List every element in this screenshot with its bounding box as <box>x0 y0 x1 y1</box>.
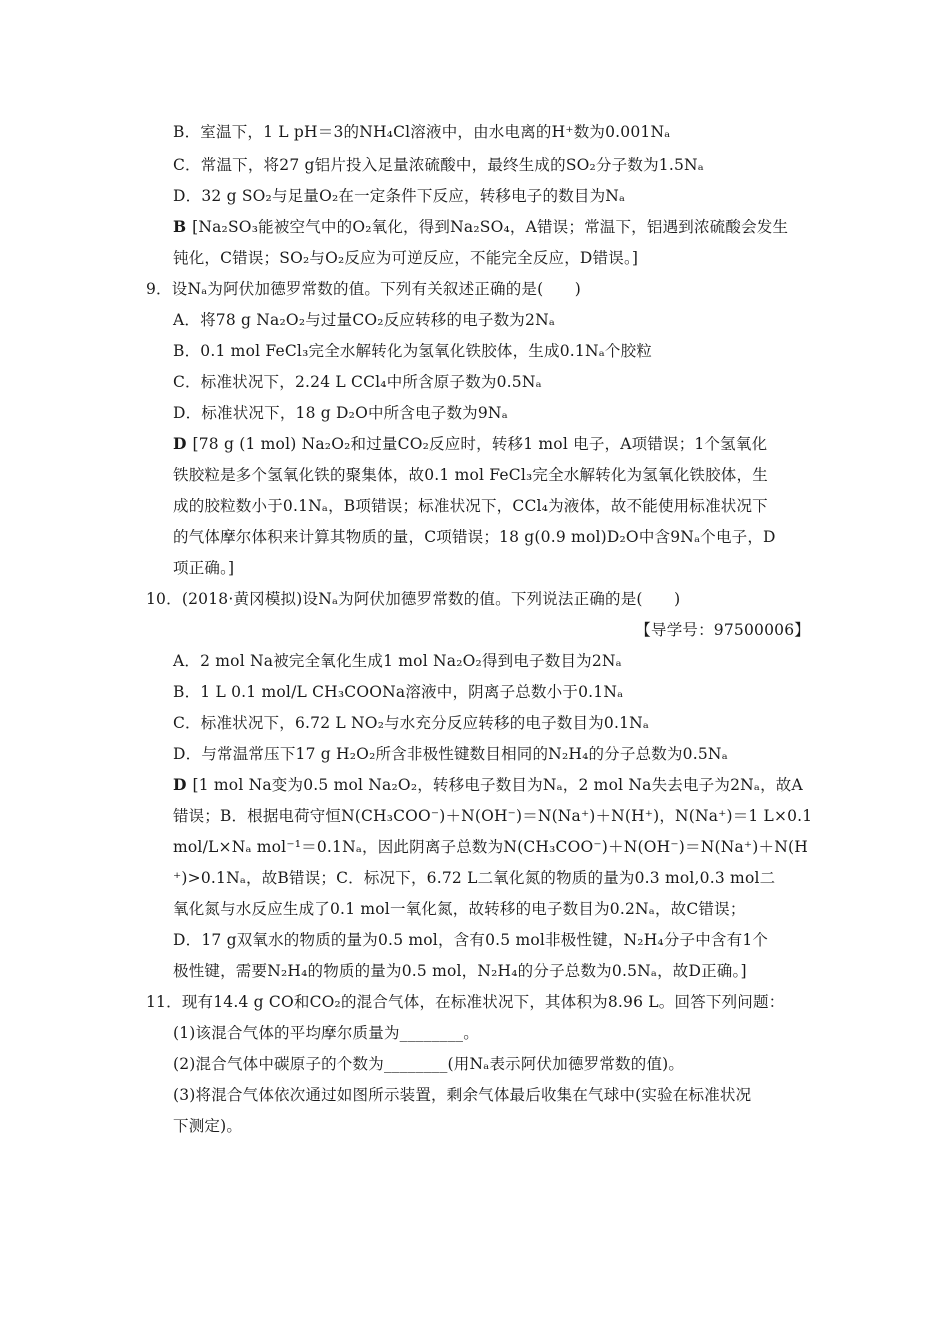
line-text: (1)该混合气体的平均摩尔质量为________。 <box>173 1024 479 1042</box>
text-line <box>173 1085 751 1105</box>
line-text: (3)将混合气体依次通过如图所示装置，剩余气体最后收集在气球中(实验在标准状况 <box>173 1086 752 1104</box>
line-text: D．17 g双氧水的物质的量为0.5 mol，含有0.5 mol非极性键，N₂H₄分子中含有1个 <box>173 931 769 949</box>
text-line <box>173 682 623 702</box>
line-text: 的气体摩尔体积来计算其物质的量，C项错误；18 g(0.9 mol)D₂O中含9Nₐ个电子，D <box>173 528 776 546</box>
line-text: ⁺)>0.1Nₐ，故B错误；C．标况下，6.72 L二氧化氮的物质的量为0.3 mol,0.3 mol二 <box>173 869 776 887</box>
text-line <box>173 1116 242 1136</box>
text-line <box>173 248 638 268</box>
text-line <box>635 620 810 640</box>
text-line <box>173 961 747 981</box>
text-line <box>173 465 768 485</box>
line-text: 极性键，需要N₂H₄的物质的量为0.5 mol，N₂H₄的分子总数为0.5Nₐ，故D正确。] <box>173 962 747 980</box>
text-line <box>173 868 775 888</box>
text-line <box>173 310 555 330</box>
text-line <box>173 341 652 361</box>
line-text: C．标准状况下，6.72 L NO₂与水充分反应转移的电子数目为0.1Nₐ <box>173 714 650 732</box>
line-text: B．1 L 0.1 mol/L CH₃COONa溶液中，阴离子总数小于0.1Nₐ <box>173 683 624 701</box>
answer-letter: D <box>173 775 187 794</box>
text-line <box>173 527 776 547</box>
line-text: A．将78 g Na₂O₂与过量CO₂反应转移的电子数为2Nₐ <box>173 311 556 329</box>
text-line <box>146 279 581 299</box>
answer-letter: D <box>173 434 187 453</box>
line-text: [Na₂SO₃能被空气中的O₂氧化，得到Na₂SO₄，A错误；常温下，铝遇到浓硫酸会发生 <box>192 218 789 236</box>
text-line <box>173 1054 684 1074</box>
text-line <box>173 186 625 206</box>
text-line <box>173 775 803 795</box>
line-text: 下测定)。 <box>173 1117 243 1135</box>
text-line <box>173 1023 479 1043</box>
text-line <box>173 155 704 175</box>
text-line <box>173 713 649 733</box>
line-text: (2)混合气体中碳原子的个数为________(用Nₐ表示阿伏加德罗常数的值)。 <box>173 1055 685 1073</box>
text-line <box>173 651 622 671</box>
text-line <box>173 372 542 392</box>
line-text: D．32 g SO₂与足量O₂在一定条件下反应，转移电子的数目为Nₐ <box>173 187 626 205</box>
line-text: B．室温下，1 L pH＝3的NH₄Cl溶液中，由水电离的H⁺数为0.001Nₐ <box>173 123 671 141</box>
text-line <box>173 217 788 237</box>
text-line <box>173 806 812 826</box>
line-text: 11．现有14.4 g CO和CO₂的混合气体，在标准状况下，其体积为8.96 L。回答下列问题： <box>146 993 785 1011</box>
answer-letter: B <box>173 217 187 236</box>
text-line <box>173 122 670 142</box>
text-line <box>173 496 768 516</box>
text-line <box>146 589 680 609</box>
line-text: 氧化氮与水反应生成了0.1 mol一氧化氮，故转移的电子数目为0.2Nₐ，故C错误； <box>173 900 746 918</box>
text-line <box>146 992 784 1012</box>
line-text: 10．(2018·黄冈模拟)设Nₐ为阿伏加德罗常数的值。下列说法正确的是( ) <box>146 590 681 608</box>
line-text: 项正确。] <box>173 559 235 577</box>
line-text: C．常温下，将27 g铝片投入足量浓硫酸中，最终生成的SO₂分子数为1.5Nₐ <box>173 156 704 174</box>
text-line <box>173 558 234 578</box>
text-line <box>173 930 768 950</box>
line-text: D．标准状况下，18 g D₂O中所含电子数为9Nₐ <box>173 404 508 422</box>
line-text: B．0.1 mol FeCl₃完全水解转化为氢氧化铁胶体，生成0.1Nₐ个胶粒 <box>173 342 652 360</box>
text-line <box>173 899 746 919</box>
line-text: [1 mol Na变为0.5 mol Na₂O₂，转移电子数目为Nₐ，2 mol Na失去电子为2Nₐ，故A <box>192 776 803 794</box>
line-text: 成的胶粒数小于0.1Nₐ，B项错误；标准状况下，CCl₄为液体，故不能使用标准状况下 <box>173 497 768 515</box>
line-text: 9．设Nₐ为阿伏加德罗常数的值。下列有关叙述正确的是( ) <box>146 280 581 298</box>
text-line <box>173 434 767 454</box>
text-line <box>173 744 728 764</box>
line-text: 【导学号：97500006】 <box>635 621 810 639</box>
line-text: C．标准状况下，2.24 L CCl₄中所含原子数为0.5Nₐ <box>173 373 542 391</box>
line-text: [78 g (1 mol) Na₂O₂和过量CO₂反应时，转移1 mol 电子，A项错误；1个氢氧化 <box>192 435 768 453</box>
line-text: D．与常温常压下17 g H₂O₂所含非极性键数目相同的N₂H₄的分子总数为0.5Nₐ <box>173 745 728 763</box>
line-text: 钝化，C错误；SO₂与O₂反应为可逆反应，不能完全反应，D错误。] <box>173 249 639 267</box>
text-line <box>173 403 508 423</box>
line-text: A．2 mol Na被完全氧化生成1 mol Na₂O₂得到电子数目为2Nₐ <box>173 652 622 670</box>
line-text: 铁胶粒是多个氢氧化铁的聚集体，故0.1 mol FeCl₃完全水解转化为氢氧化铁胶体，生 <box>173 466 768 484</box>
line-text: 错误；B．根据电荷守恒N(CH₃COO⁻)＋N(OH⁻)＝N(Na⁺)＋N(H⁺)，N(Na⁺)＝1 L×0.1 <box>173 807 813 825</box>
text-line <box>173 837 808 857</box>
line-text: mol/L×Nₐ mol⁻¹＝0.1Nₐ，因此阴离子总数为N(CH₃COO⁻)＋N(OH⁻)＝N(Na⁺)＋N(H <box>173 838 808 856</box>
